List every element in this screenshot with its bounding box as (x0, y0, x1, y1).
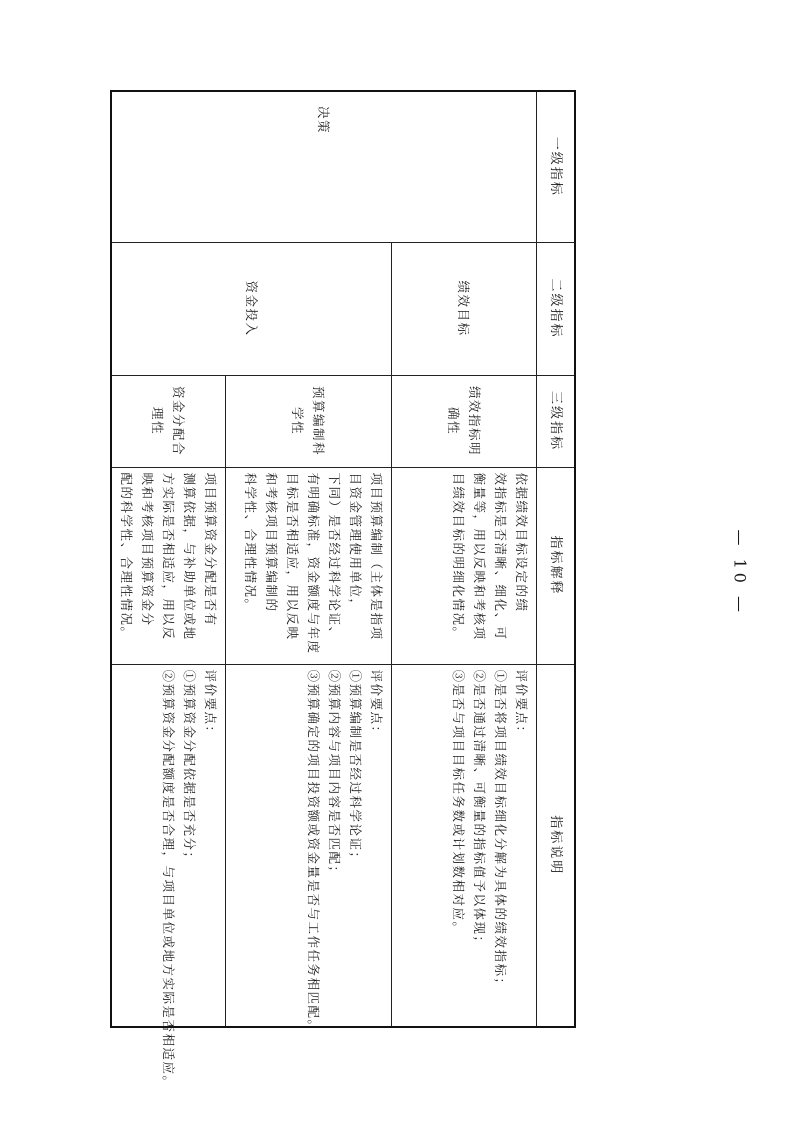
description-line: 评价要点： (514, 669, 529, 740)
explanation-line: 和考核项目预算编制的 (264, 472, 279, 613)
explanation-line: 科学性、合理性情况。 (243, 472, 258, 613)
explanation-line: 依据绩效目标设定的绩 (514, 472, 529, 613)
explanation-line: 目资金管理使用单位， (348, 472, 363, 613)
description-line: 评价要点： (203, 669, 218, 740)
description-line: ①预算编制是否经过科学论证； (348, 669, 363, 866)
description-cell (226, 664, 392, 1034)
header-explanation: 指标解释 (537, 467, 576, 664)
explanation-line: 效指标是否清晰、细化、可 (493, 472, 508, 641)
description-cell (392, 664, 537, 1027)
description-line: ①预算资金分配依据是否充分； (182, 669, 197, 866)
header-level3: 三级指标 (537, 375, 576, 467)
page-number: — 10 — (730, 529, 750, 617)
explanation-cell (226, 467, 392, 664)
level1-cell: 决策 (111, 91, 537, 242)
level3-cell: 资金分配合理性 (111, 375, 226, 467)
level2-cell: 资金投入 (111, 242, 392, 375)
header-row (537, 91, 576, 1027)
explanation-line: 有明确标准，资金额度与年度 (306, 472, 321, 655)
explanation-cell (111, 467, 226, 664)
explanation-line: 目标是否相适应，用以反映 (285, 472, 300, 641)
explanation-line: 测算依据，与补助单位或地 (182, 472, 197, 641)
indicator-table (110, 90, 576, 1090)
table-row (392, 91, 537, 1027)
explanation-line: 项目预算编制（主体是指项 (369, 472, 384, 641)
explanation-line: 目绩效目标的明细化情况。 (451, 472, 466, 641)
explanation-line: 衡量等，用以反映和考核项 (472, 472, 487, 641)
explanation-line: 映和考核项目预算资金分 (140, 472, 155, 627)
description-cell (111, 664, 226, 1090)
description-line: ①是否将项目绩效目标细化分解为具体的绩效指标； (493, 669, 508, 992)
explanation-line: 下同）是否经过科学论证、 (327, 472, 342, 641)
description-line: ②预算内容与项目内容是否匹配； (327, 669, 342, 880)
explanation-line: 项目预算资金分配是否有 (203, 472, 218, 627)
description-line: ③预算确定的项目投资额或资金量是否与工作任务相匹配。 (306, 669, 321, 1034)
header-description: 指标说明 (537, 664, 576, 1027)
table-container (119, 90, 576, 1090)
header-level1: 一级指标 (537, 91, 576, 242)
description-line: ②是否通过清晰、可衡量的指标值予以体现； (472, 669, 487, 950)
level3-cell: 预算编制科学性 (226, 375, 392, 467)
explanation-line: 方实际是否相适应，用以反 (161, 472, 176, 641)
description-line: 评价要点： (369, 669, 384, 740)
header-level2: 二级指标 (537, 242, 576, 375)
description-line: ②预算资金分配额度是否合理，与项目单位或地方实际是否相适应。 (161, 669, 176, 1090)
explanation-cell (392, 467, 537, 664)
level2-cell: 绩效目标 (392, 242, 537, 375)
explanation-line: 配的科学性、合理性情况。 (119, 472, 134, 641)
level3-cell: 绩效指标明确性 (392, 375, 537, 467)
description-line: ③是否与项目目标任务数或计划数相对应。 (451, 669, 466, 936)
